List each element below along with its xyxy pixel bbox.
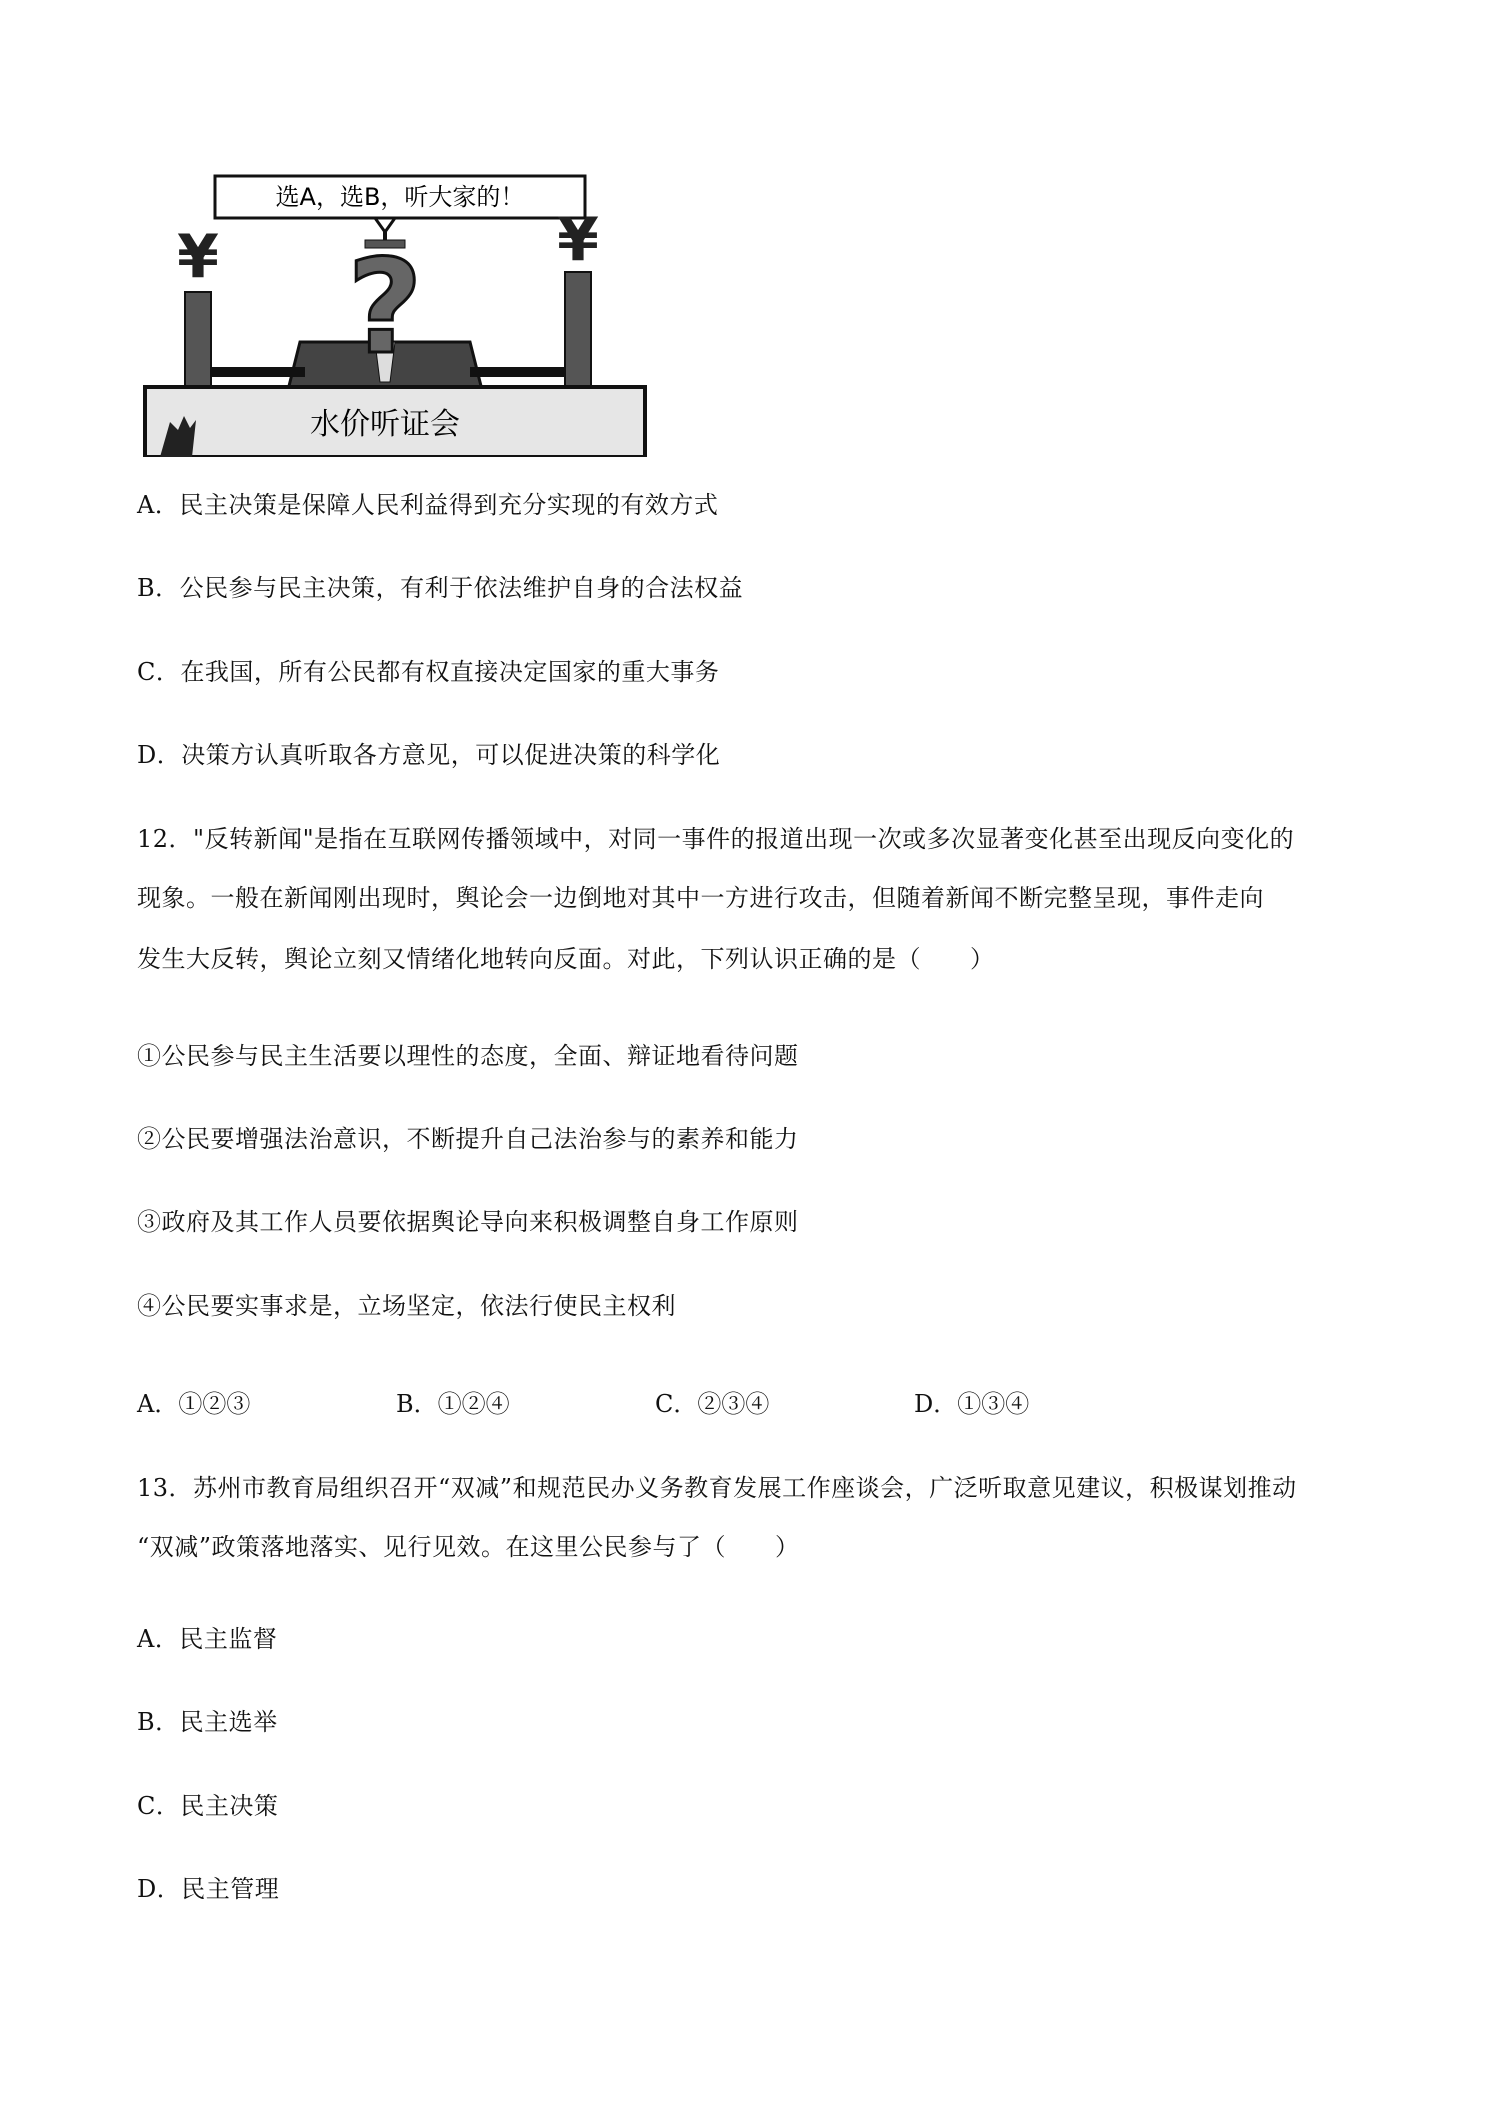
q13-option-d: D．民主管理 (137, 1875, 280, 1903)
speech-text: 选A，选B，听大家的！ (275, 183, 525, 211)
q12-statement-4: ④公民要实事求是，立场坚定，依法行使民主权利 (137, 1292, 676, 1320)
q12-option-b: B．①②④ (396, 1390, 510, 1418)
q11-option-a: A．民主决策是保障人民利益得到充分实现的有效方式 (137, 491, 719, 519)
q12-statement-2: ②公民要增强法治意识，不断提升自己法治参与的素养和能力 (137, 1125, 799, 1153)
q13-stem-line1: 13．苏州市教育局组织召开“双减”和规范民办义务教育发展工作座谈会，广泛听取意见建议，积极谋划推动 (137, 1474, 1297, 1502)
q13-stem-line2: “双减”政策落地落实、见行见效。在这里公民参与了（ ） (137, 1533, 800, 1561)
podium-label: 水价听证会 (310, 407, 460, 442)
q12-stem-line2: 现象。一般在新闻刚出现时，舆论会一边倒地对其中一方进行攻击，但随着新闻不断完整呈现，事件走向 (137, 884, 1264, 912)
cartoon-illustration (140, 172, 660, 457)
cartoon-figure (140, 172, 660, 457)
q13-option-a: A．民主监督 (137, 1625, 278, 1653)
q11-option-b: B．公民参与民主决策，有利于依法维护自身的合法权益 (137, 574, 744, 602)
q12-option-a: A．①②③ (137, 1390, 251, 1418)
q12-statement-1: ①公民参与民主生活要以理性的态度，全面、辩证地看待问题 (137, 1042, 799, 1070)
q12-option-c: C．②③④ (655, 1390, 770, 1418)
q12-stem-line3: 发生大反转，舆论立刻又情绪化地转向反面。对此，下列认识正确的是（ ） (137, 945, 995, 973)
yuan-right-icon: ¥ (557, 205, 599, 275)
q11-option-d: D．决策方认真听取各方意见，可以促进决策的科学化 (137, 741, 721, 769)
question-mark-head: ? (347, 231, 423, 383)
yuan-left-icon: ¥ (177, 222, 219, 292)
q12-option-d: D．①③④ (914, 1390, 1030, 1418)
q12-statement-3: ③政府及其工作人员要依据舆论导向来积极调整自身工作原则 (137, 1208, 799, 1236)
q13-option-b: B．民主选举 (137, 1708, 278, 1736)
q11-option-c: C．在我国，所有公民都有权直接决定国家的重大事务 (137, 658, 720, 686)
q13-option-c: C．民主决策 (137, 1792, 279, 1820)
q12-stem-line1: 12．"反转新闻"是指在互联网传播领域中，对同一事件的报道出现一次或多次显著变化甚至出现反向变化的 (137, 825, 1295, 853)
